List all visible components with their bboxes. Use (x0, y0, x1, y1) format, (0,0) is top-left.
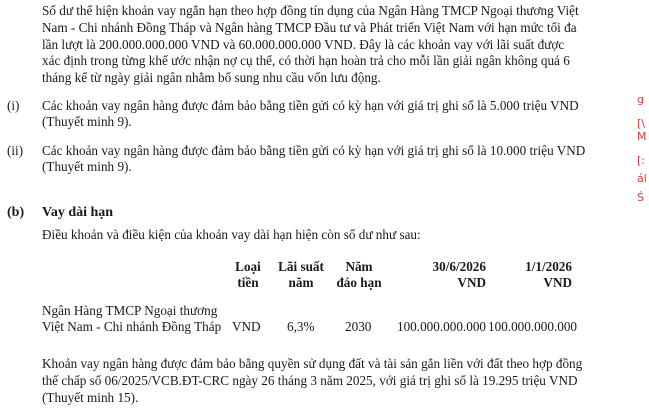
intro-line: lần lượt là 200.000.000.000 VND và 60.000.000.000 VND. Đây là các khoản vay với lãi suất được (42, 37, 565, 52)
header-currency-line1: Loại (235, 259, 261, 274)
section-marker: (b) (7, 205, 25, 220)
margin-mark: ál (637, 172, 647, 185)
note-line: (Thuyết minh 9). (42, 114, 132, 129)
header-date1 (398, 259, 486, 291)
header-maturity-line2: đáo hạn (336, 275, 382, 290)
intro-line: Nam - Chi nhánh Đồng Tháp và Ngân hàng TMCP Đầu tư và Phát triển Việt Nam với hạn mức tối đa (42, 20, 577, 35)
header-date2-line1: 1/1/2026 (525, 259, 572, 274)
note-marker: (ii) (7, 143, 24, 158)
header-date1-line1: 30/6/2026 (432, 259, 486, 274)
margin-mark: [\ (637, 117, 645, 130)
section-intro: Điều khoản và điều kiện của khoản vay dài hạn hiện còn số dư như sau: (42, 227, 421, 242)
margin-mark: M (637, 130, 647, 143)
row-maturity: 2030 (345, 319, 372, 334)
note-line: Các khoản vay ngân hàng được đảm bảo bằng tiền gửi có kỳ hạn với giá trị ghi sổ là 5.000 triệu VND (42, 98, 579, 113)
header-date2-line2: VND (543, 275, 572, 290)
header-rate (272, 259, 330, 291)
note-marker: (i) (7, 98, 20, 113)
row-rate: 6,3% (287, 319, 315, 334)
footer-line: Khoản vay ngân hàng được đảm bảo bằng quyền sử dụng đất và tài sản gắn liền với đất theo hợp đồng (42, 356, 583, 371)
header-date1-line2: VND (457, 275, 486, 290)
header-rate-line1: Lãi suất (278, 259, 324, 274)
header-maturity-line1: Năm (345, 259, 373, 274)
header-rate-line2: năm (288, 275, 314, 290)
row-value-date1: 100.000.000.000 (396, 319, 486, 334)
margin-mark: g (637, 93, 644, 106)
footer-line: (Thuyết minh 15). (42, 390, 139, 405)
intro-line: tháng kể từ ngày giải ngân nhằm bổ sung nhu cầu vốn lưu động. (42, 70, 381, 85)
intro-line: Số dư thể hiện khoản vay ngắn hạn theo hợp đồng tín dụng của Ngân Hàng TMCP Ngoại thương Việt (42, 3, 579, 18)
intro-line: xác định trong từng khế ước nhận nợ cụ thể, có thời hạn hoàn trả cho mỗi lần giải ngân không quá 6 (42, 53, 570, 68)
note-line: (Thuyết minh 9). (42, 159, 132, 174)
header-maturity (334, 259, 384, 291)
header-currency (228, 259, 268, 291)
footer-line: thế chấp số 06/2025/VCB.ĐT-CRC ngày 26 tháng 3 năm 2025, với giá trị ghi sổ là 19.295 triệu VND (42, 373, 578, 388)
lender-name-line2: Việt Nam - Chi nhánh Đồng Tháp (42, 319, 222, 334)
header-date2 (496, 259, 572, 291)
row-value-date2: 100.000.000.000 (488, 319, 578, 334)
margin-mark: [: (637, 154, 645, 167)
note-line: Các khoản vay ngân hàng được đảm bảo bằng tiền gửi có kỳ hạn với giá trị ghi sổ là 10.000 triệu VND (42, 143, 586, 158)
header-currency-line2: tiền (237, 275, 259, 290)
row-currency: VND (232, 319, 261, 334)
margin-mark: Ś (637, 191, 644, 204)
section-title: Vay dài hạn (42, 205, 114, 220)
lender-name-line1: Ngân Hàng TMCP Ngoại thương (42, 303, 218, 318)
